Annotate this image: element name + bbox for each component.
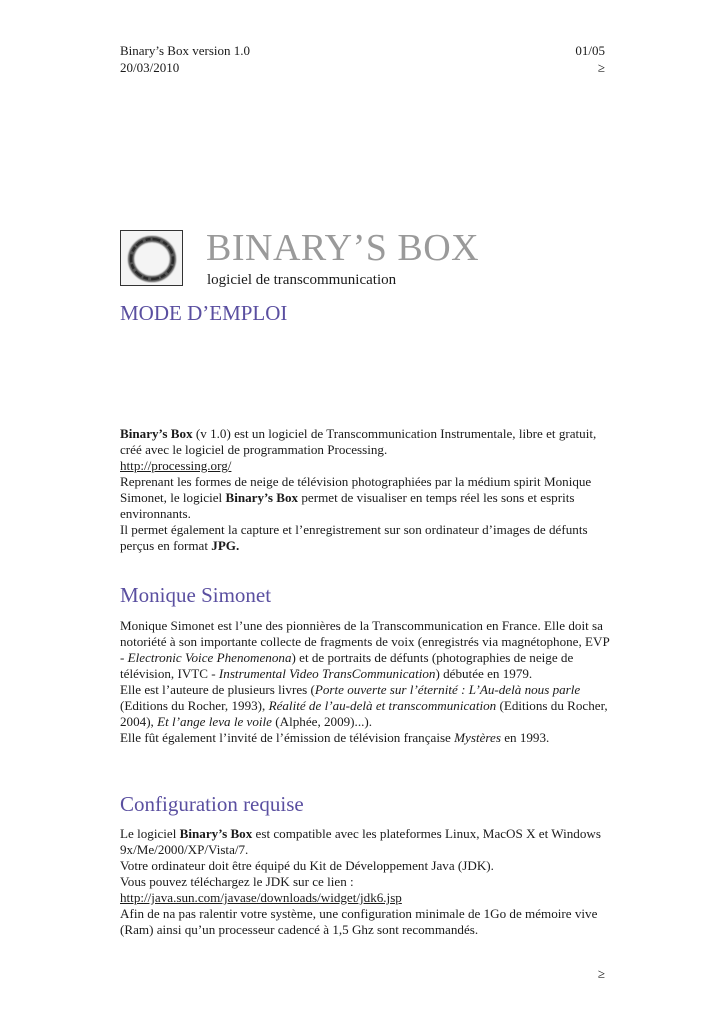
- ring-logo-icon: [120, 230, 183, 286]
- intro-paragraph-3: [120, 522, 610, 554]
- config-heading: Configuration requise: [120, 792, 304, 816]
- body-text: Le logiciel: [120, 826, 180, 841]
- header-left: [120, 42, 250, 76]
- body-text: ) débutée en 1979.: [435, 666, 533, 681]
- next-page-icon[interactable]: ≥: [597, 60, 605, 75]
- body-text: (Editions du Rocher, 2004),: [120, 698, 608, 729]
- book-title: Porte ouverte sur l’éternité : L’Au-delà nous parle: [314, 682, 581, 697]
- intro-paragraph-2: [120, 474, 610, 522]
- body-text: Monique Simonet est l’une des pionnières de la Transcommunication en France. Elle doit sa notoriété à son importante collecte de fragments de voix (enregistrés via magnétophone, EVP -: [120, 618, 610, 665]
- product-subtitle: logiciel de transcommunication: [207, 272, 397, 288]
- format-bold: JPG.: [211, 538, 240, 553]
- body-text: (Alphée, 2009)...).: [272, 714, 372, 729]
- product-title: BINARY’S BOX: [206, 227, 480, 269]
- intro-paragraph-1: [120, 426, 610, 458]
- jdk-download-link[interactable]: http://java.sun.com/javase/downloads/widget/jdk6.jsp: [120, 890, 402, 905]
- intro-text: (v 1.0) est un logiciel de Transcommunication Instrumentale, libre et gratuit, créé avec le logiciel de programmation Processing.: [120, 426, 597, 457]
- product-name-bold: Binary’s Box: [120, 426, 193, 441]
- page-number: 01/05: [575, 43, 605, 58]
- intro-text: Reprenant les formes de neige de télévision photographiées par la médium spirit Monique Simonet, le logiciel: [120, 474, 592, 505]
- body-text: est compatible avec les plateformes Linux, MacOS X et Windows 9x/Me/2000/XP/Vista/7.: [120, 826, 601, 857]
- config-paragraph-2: Votre ordinateur doit être équipé du Kit de Développement Java (JDK).: [120, 858, 494, 873]
- monique-paragraph-1: [120, 618, 610, 682]
- config-paragraph-1: [120, 826, 610, 858]
- monique-section: [120, 618, 610, 746]
- product-name-bold: Binary’s Box: [225, 490, 299, 505]
- intro-text: Il permet également la capture et l’enregistrement sur son ordinateur d’images de défunts perçus en format: [120, 522, 588, 553]
- book-title: Réalité de l’au-delà et transcommunication: [268, 698, 497, 713]
- config-section: [120, 826, 610, 938]
- header-right: [575, 42, 605, 76]
- intro-section: [120, 426, 610, 554]
- mode-heading: MODE D’EMPLOI: [120, 301, 288, 325]
- product-name-bold: Binary’s Box: [179, 826, 253, 841]
- processing-link[interactable]: http://processing.org/: [120, 458, 232, 473]
- body-text: Elle est l’auteure de plusieurs livres (: [120, 682, 315, 697]
- config-paragraph-4: Afin de na pas ralentir votre système, une configuration minimale de 1Go de mémoire vive (Ram) ainsi qu’un processeur cadencé à 1,5 Ghz sont recommandés.: [120, 906, 598, 937]
- body-text: ) et de portraits de défunts (photographies de neige de télévision, IVTC -: [120, 650, 574, 681]
- show-title: Mystères: [454, 730, 501, 745]
- monique-paragraph-3: [120, 730, 610, 746]
- body-text: Elle fût également l’invité de l’émission de télévision française: [120, 730, 455, 745]
- italic-text: Electronic Voice Phenomenona: [127, 650, 292, 665]
- config-link-line: [120, 890, 610, 906]
- intro-text: permet de visualiser en temps réel les sons et esprits environnants.: [120, 490, 575, 521]
- monique-paragraph-2: [120, 682, 610, 730]
- intro-link-line: [120, 458, 610, 474]
- italic-text: Instrumental Video TransCommunication: [218, 666, 436, 681]
- book-title: Et l’ange leva le voile: [157, 714, 272, 729]
- body-text: (Editions du Rocher, 1993),: [120, 698, 269, 713]
- app-version: Binary’s Box version 1.0: [120, 43, 250, 58]
- body-text: en 1993.: [500, 730, 550, 745]
- next-page-icon[interactable]: ≥: [597, 966, 605, 981]
- document-date: 20/03/2010: [120, 60, 180, 75]
- monique-heading: Monique Simonet: [120, 583, 272, 607]
- config-paragraph-3: Vous pouvez téléchargez le JDK sur ce lien :: [120, 874, 354, 889]
